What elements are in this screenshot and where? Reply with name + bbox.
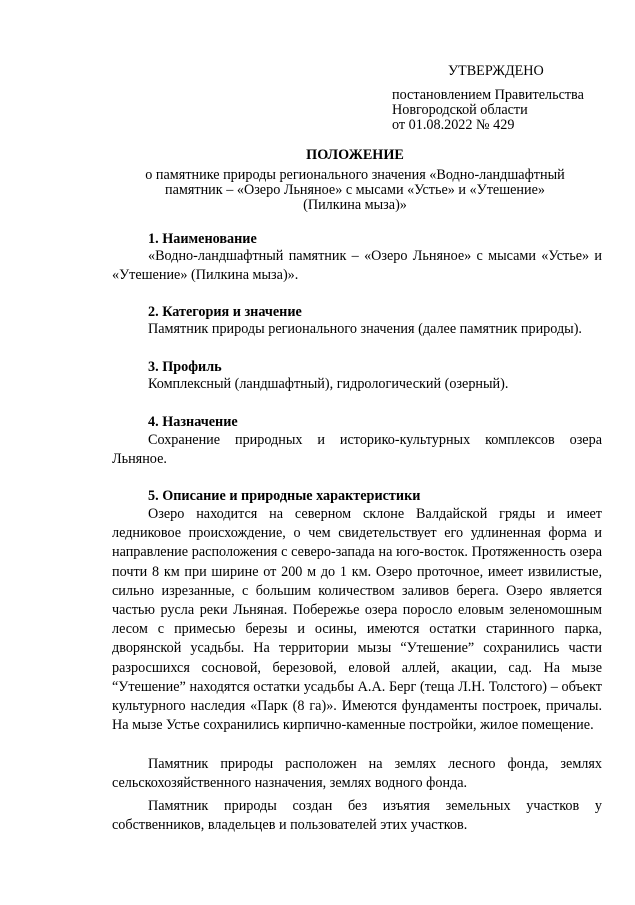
section-paragraph: Памятник природы регионального значения (далее памятник природы). [148, 321, 582, 337]
document-subtitle: (Пилкина мыза)» [303, 197, 407, 213]
section-paragraph: Памятник природы создан без изъятия земельных участков у собственников, владельцев и пользователей этих участков. [112, 798, 602, 834]
section-heading: 4. Назначение [148, 414, 238, 430]
section-paragraph: Озеро находится на северном склоне Валдайской гряды и имеет ледниковое происхождение, о чем свидетельствует его удлиненная форма и направление расположения с северо-запада на юго-восток. Протяженность озера почти 8 км при ширине от 200 м до 1 км. Озеро проточное, имеет извилистые, сильно изрезанные, с большим количеством заливов берега. Озеро является частью русла реки Льняная. Побережье озера поросло еловым зеленомошным лесом с примесью березы и осины, имеются остатки старинного парка, дворянской усадьбы. На территории мызы “Утешение” сохранились части разросшихся сосновой, березовой, еловой аллей, акации, сад. На мызе “Утешение” находятся остатки усадьбы А.А. Берг (теща Л.Н. Толстого) – объект культурного наследия «Парк (8 га)». Имеются фундаменты построек, причалы. На мызе Устье сохранились кирпично-каменные постройки, жилое помещение. [112, 506, 602, 734]
approval-title: УТВЕРЖДЕНО [448, 63, 544, 79]
approval-stamp [392, 64, 627, 133]
section-heading: 2. Категория и значение [148, 304, 302, 320]
section-paragraph: Комплексный (ландшафтный), гидрологический (озерный). [148, 376, 509, 392]
document-subtitle: памятник – «Озеро Льняное» с мысами «Устье» и «Утешение» [165, 182, 545, 198]
section-heading: 5. Описание и природные характеристики [148, 488, 421, 504]
section-heading: 1. Наименование [148, 231, 257, 247]
section-paragraph: Памятник природы расположен на землях лесного фонда, землях сельскохозяйственного назначения, землях водного фонда. [112, 756, 602, 792]
section-heading: 3. Профиль [148, 359, 222, 375]
document-header [100, 148, 610, 213]
section-paragraph: Сохранение природных и историко-культурных комплексов озера Льняное. [112, 432, 602, 468]
document-subtitle: о памятнике природы регионального значения «Водно-ландшафтный [145, 167, 565, 183]
approval-line: постановлением Правительства [392, 87, 584, 103]
document-title: ПОЛОЖЕНИЕ [306, 147, 404, 163]
approval-line: Новгородской области [392, 102, 528, 118]
approval-line: от 01.08.2022 № 429 [392, 117, 515, 133]
section-paragraph: «Водно-ландшафтный памятник – «Озеро Льняное» с мысами «Устье» и «Утешение» (Пилкина мыза)». [112, 248, 602, 284]
